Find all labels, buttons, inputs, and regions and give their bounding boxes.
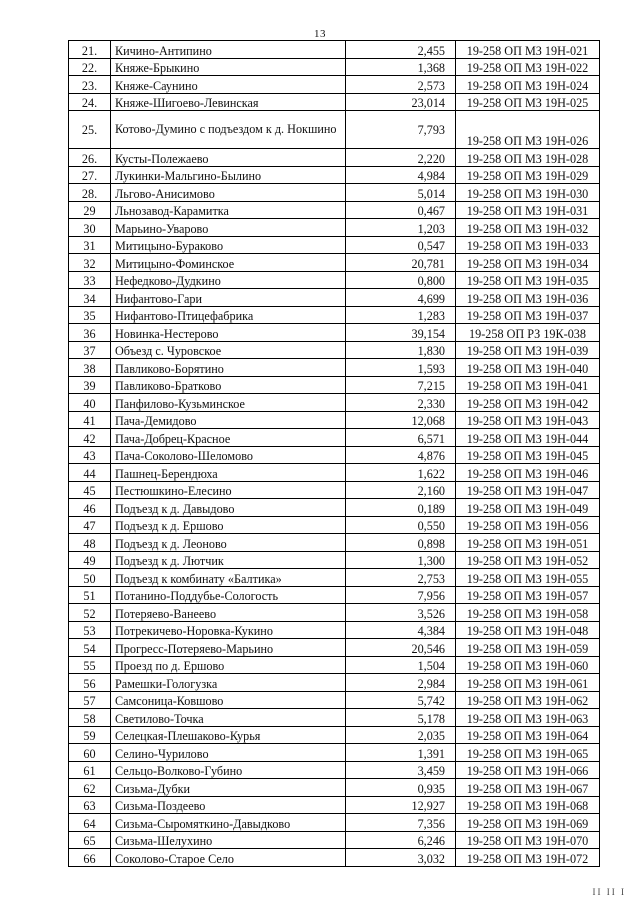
table-row	[69, 201, 600, 219]
road-name: Митицыно-Бураково	[111, 236, 346, 254]
road-id-code: 19-258 ОП МЗ 19Н-040	[456, 359, 600, 377]
road-name: Кичино-Антипино	[111, 41, 346, 59]
road-id-code: 19-258 ОП МЗ 19Н-066	[456, 761, 600, 779]
road-id-code: 19-258 ОП МЗ 19Н-056	[456, 516, 600, 534]
table-row	[69, 394, 600, 412]
table-row	[69, 184, 600, 202]
road-length: 2,455	[346, 41, 456, 59]
table-row	[69, 796, 600, 814]
row-number: 23.	[69, 76, 111, 94]
table-row	[69, 271, 600, 289]
table-row	[69, 429, 600, 447]
road-length: 20,781	[346, 254, 456, 272]
table-row	[69, 111, 600, 149]
road-id-code: 19-258 ОП МЗ 19Н-028	[456, 149, 600, 167]
road-name: Кусты-Полежаево	[111, 149, 346, 167]
road-id-code: 19-258 ОП МЗ 19Н-058	[456, 604, 600, 622]
road-length: 7,793	[346, 111, 456, 149]
row-number: 51	[69, 586, 111, 604]
row-number: 25.	[69, 111, 111, 149]
row-number: 50	[69, 569, 111, 587]
road-length: 1,504	[346, 656, 456, 674]
road-name: Сизьма-Поздеево	[111, 796, 346, 814]
road-id-code: 19-258 ОП МЗ 19Н-070	[456, 831, 600, 849]
road-length: 0,547	[346, 236, 456, 254]
row-number: 33	[69, 271, 111, 289]
road-id-code: 19-258 ОП МЗ 19Н-060	[456, 656, 600, 674]
road-id-code: 19-258 ОП МЗ 19Н-045	[456, 446, 600, 464]
road-id-code: 19-258 ОП МЗ 19Н-037	[456, 306, 600, 324]
road-name: Подъезд к д. Ершово	[111, 516, 346, 534]
road-length: 0,550	[346, 516, 456, 534]
row-number: 34	[69, 289, 111, 307]
roads-table-body	[69, 41, 600, 867]
table-row	[69, 236, 600, 254]
road-length: 4,384	[346, 621, 456, 639]
road-id-code: 19-258 ОП МЗ 19Н-036	[456, 289, 600, 307]
road-length: 6,571	[346, 429, 456, 447]
road-length: 4,876	[346, 446, 456, 464]
table-row	[69, 411, 600, 429]
road-name: Прогресс-Потеряево-Марьино	[111, 639, 346, 657]
road-length: 5,742	[346, 691, 456, 709]
table-row	[69, 726, 600, 744]
road-length: 3,459	[346, 761, 456, 779]
row-number: 52	[69, 604, 111, 622]
road-id-code: 19-258 ОП МЗ 19Н-067	[456, 779, 600, 797]
road-id-code: 19-258 ОП МЗ 19Н-034	[456, 254, 600, 272]
table-row	[69, 586, 600, 604]
road-id-code: 19-258 ОП МЗ 19Н-041	[456, 376, 600, 394]
table-row	[69, 516, 600, 534]
road-name: Митицыно-Фоминское	[111, 254, 346, 272]
road-length: 3,032	[346, 849, 456, 867]
road-id-code: 19-258 ОП МЗ 19Н-044	[456, 429, 600, 447]
road-id-code: 19-258 ОП МЗ 19Н-052	[456, 551, 600, 569]
table-row	[69, 76, 600, 94]
road-length: 7,356	[346, 814, 456, 832]
road-id-code: 19-258 ОП МЗ 19Н-065	[456, 744, 600, 762]
road-length: 2,220	[346, 149, 456, 167]
road-name: Соколово-Старое Село	[111, 849, 346, 867]
road-id-code: 19-258 ОП МЗ 19Н-062	[456, 691, 600, 709]
road-length: 2,330	[346, 394, 456, 412]
table-row	[69, 691, 600, 709]
road-name: Сельцо-Волково-Губино	[111, 761, 346, 779]
table-row	[69, 761, 600, 779]
row-number: 42	[69, 429, 111, 447]
road-length: 4,984	[346, 166, 456, 184]
row-number: 60	[69, 744, 111, 762]
road-name: Светилово-Точка	[111, 709, 346, 727]
road-name: Сизьма-Дубки	[111, 779, 346, 797]
road-name: Подъезд к комбинату «Балтика»	[111, 569, 346, 587]
road-name: Нифантово-Гари	[111, 289, 346, 307]
row-number: 32	[69, 254, 111, 272]
road-name: Панфилово-Кузьминское	[111, 394, 346, 412]
table-row	[69, 376, 600, 394]
road-name: Подъезд к д. Лютчик	[111, 551, 346, 569]
road-name: Лукинки-Мальгино-Былино	[111, 166, 346, 184]
road-id-code: 19-258 ОП МЗ 19Н-043	[456, 411, 600, 429]
road-length: 1,593	[346, 359, 456, 377]
table-row	[69, 254, 600, 272]
table-row	[69, 499, 600, 517]
footer-marks: II II I	[592, 887, 626, 897]
road-name: Самсоница-Ковшово	[111, 691, 346, 709]
road-id-code: 19-258 ОП МЗ 19Н-061	[456, 674, 600, 692]
row-number: 54	[69, 639, 111, 657]
row-number: 29	[69, 201, 111, 219]
table-row	[69, 324, 600, 342]
road-length: 4,699	[346, 289, 456, 307]
row-number: 24.	[69, 93, 111, 111]
row-number: 37	[69, 341, 111, 359]
road-name: Нифантово-Птицефабрика	[111, 306, 346, 324]
road-length: 7,215	[346, 376, 456, 394]
road-id-code: 19-258 ОП МЗ 19Н-059	[456, 639, 600, 657]
roads-table	[68, 40, 600, 867]
row-number: 56	[69, 674, 111, 692]
road-id-code: 19-258 ОП МЗ 19Н-022	[456, 58, 600, 76]
road-name: Пашнец-Берендюха	[111, 464, 346, 482]
road-name: Марьино-Уварово	[111, 219, 346, 237]
road-id-code: 19-258 ОП МЗ 19Н-021	[456, 41, 600, 59]
road-id-code: 19-258 ОП МЗ 19Н-063	[456, 709, 600, 727]
road-length: 2,035	[346, 726, 456, 744]
road-id-code: 19-258 ОП МЗ 19Н-031	[456, 201, 600, 219]
road-length: 0,467	[346, 201, 456, 219]
road-length: 0,898	[346, 534, 456, 552]
road-length: 0,189	[346, 499, 456, 517]
road-name: Пача-Демидово	[111, 411, 346, 429]
road-name: Льнозавод-Карамитка	[111, 201, 346, 219]
row-number: 58	[69, 709, 111, 727]
road-id-code: 19-258 ОП МЗ 19Н-068	[456, 796, 600, 814]
row-number: 21.	[69, 41, 111, 59]
road-id-code: 19-258 ОП МЗ 19Н-029	[456, 166, 600, 184]
road-length: 2,984	[346, 674, 456, 692]
road-length: 1,368	[346, 58, 456, 76]
row-number: 30	[69, 219, 111, 237]
page-number: 13	[314, 28, 326, 40]
table-row	[69, 639, 600, 657]
road-name: Пача-Соколово-Шеломово	[111, 446, 346, 464]
table-row	[69, 814, 600, 832]
road-name: Селецкая-Плешаково-Курья	[111, 726, 346, 744]
table-row	[69, 306, 600, 324]
row-number: 64	[69, 814, 111, 832]
road-id-code: 19-258 ОП МЗ 19Н-046	[456, 464, 600, 482]
row-number: 55	[69, 656, 111, 674]
road-id-code: 19-258 ОП МЗ 19Н-035	[456, 271, 600, 289]
road-id-code: 19-258 ОП МЗ 19Н-024	[456, 76, 600, 94]
table-row	[69, 604, 600, 622]
table-row	[69, 674, 600, 692]
row-number: 26.	[69, 149, 111, 167]
row-number: 40	[69, 394, 111, 412]
row-number: 27.	[69, 166, 111, 184]
road-name: Селино-Чурилово	[111, 744, 346, 762]
table-row	[69, 41, 600, 59]
row-number: 36	[69, 324, 111, 342]
table-row	[69, 289, 600, 307]
table-row	[69, 779, 600, 797]
road-length: 12,068	[346, 411, 456, 429]
road-length: 1,203	[346, 219, 456, 237]
table-row	[69, 621, 600, 639]
road-id-code: 19-258 ОП МЗ 19Н-057	[456, 586, 600, 604]
table-row	[69, 58, 600, 76]
road-name: Пача-Добрец-Красное	[111, 429, 346, 447]
row-number: 66	[69, 849, 111, 867]
road-name: Рамешки-Гологузка	[111, 674, 346, 692]
row-number: 63	[69, 796, 111, 814]
road-length: 2,573	[346, 76, 456, 94]
row-number: 59	[69, 726, 111, 744]
road-length: 2,160	[346, 481, 456, 499]
road-name: Объезд с. Чуровское	[111, 341, 346, 359]
table-row	[69, 481, 600, 499]
road-id-code: 19-258 ОП МЗ 19Н-055	[456, 569, 600, 587]
table-row	[69, 341, 600, 359]
road-name: Потанино-Поддубье-Сологость	[111, 586, 346, 604]
road-length: 20,546	[346, 639, 456, 657]
road-length: 12,927	[346, 796, 456, 814]
table-row	[69, 831, 600, 849]
road-name: Павликово-Братково	[111, 376, 346, 394]
road-length: 0,800	[346, 271, 456, 289]
road-length: 1,622	[346, 464, 456, 482]
road-name: Новинка-Нестерово	[111, 324, 346, 342]
road-id-code: 19-258 ОП МЗ 19Н-032	[456, 219, 600, 237]
row-number: 65	[69, 831, 111, 849]
table-row	[69, 849, 600, 867]
road-id-code: 19-258 ОП МЗ 19Н-025	[456, 93, 600, 111]
table-row	[69, 656, 600, 674]
road-id-code: 19-258 ОП МЗ 19Н-033	[456, 236, 600, 254]
road-id-code: 19-258 ОП МЗ 19Н-072	[456, 849, 600, 867]
road-name: Потрекичево-Норовка-Кукино	[111, 621, 346, 639]
road-length: 1,391	[346, 744, 456, 762]
road-length: 0,935	[346, 779, 456, 797]
road-name: Потеряево-Ванеево	[111, 604, 346, 622]
row-number: 48	[69, 534, 111, 552]
table-row	[69, 534, 600, 552]
row-number: 47	[69, 516, 111, 534]
road-id-code: 19-258 ОП МЗ 19Н-069	[456, 814, 600, 832]
road-id-code: 19-258 ОП РЗ 19К-038	[456, 324, 600, 342]
road-name: Котово-Думино с подъездом к д. Нокшино	[111, 111, 346, 149]
road-name: Нефедково-Дудкино	[111, 271, 346, 289]
road-id-code: 19-258 ОП МЗ 19Н-042	[456, 394, 600, 412]
road-length: 39,154	[346, 324, 456, 342]
table-row	[69, 569, 600, 587]
table-row	[69, 93, 600, 111]
row-number: 45	[69, 481, 111, 499]
row-number: 28.	[69, 184, 111, 202]
row-number: 61	[69, 761, 111, 779]
road-length: 2,753	[346, 569, 456, 587]
table-row	[69, 551, 600, 569]
road-name: Проезд по д. Ершово	[111, 656, 346, 674]
road-name: Княже-Шигоево-Левинская	[111, 93, 346, 111]
row-number: 22.	[69, 58, 111, 76]
road-id-code: 19-258 ОП МЗ 19Н-049	[456, 499, 600, 517]
road-name: Подъезд к д. Давыдово	[111, 499, 346, 517]
road-name: Княже-Саунино	[111, 76, 346, 94]
road-id-code: 19-258 ОП МЗ 19Н-051	[456, 534, 600, 552]
road-length: 1,300	[346, 551, 456, 569]
road-name: Пестюшкино-Елесино	[111, 481, 346, 499]
road-id-code: 19-258 ОП МЗ 19Н-064	[456, 726, 600, 744]
road-id-code: 19-258 ОП МЗ 19Н-048	[456, 621, 600, 639]
road-name: Павликово-Борятино	[111, 359, 346, 377]
road-length: 3,526	[346, 604, 456, 622]
road-length: 6,246	[346, 831, 456, 849]
row-number: 44	[69, 464, 111, 482]
table-row	[69, 219, 600, 237]
row-number: 46	[69, 499, 111, 517]
row-number: 31	[69, 236, 111, 254]
road-name: Льгово-Анисимово	[111, 184, 346, 202]
road-length: 1,283	[346, 306, 456, 324]
table-row	[69, 149, 600, 167]
row-number: 35	[69, 306, 111, 324]
table-row	[69, 446, 600, 464]
road-length: 7,956	[346, 586, 456, 604]
row-number: 62	[69, 779, 111, 797]
row-number: 43	[69, 446, 111, 464]
road-id-code: 19-258 ОП МЗ 19Н-026	[456, 111, 600, 149]
road-name: Сизьма-Шелухино	[111, 831, 346, 849]
road-length: 5,014	[346, 184, 456, 202]
road-length: 5,178	[346, 709, 456, 727]
road-name: Сизьма-Сыромяткино-Давыдково	[111, 814, 346, 832]
row-number: 38	[69, 359, 111, 377]
road-name: Подъезд к д. Леоново	[111, 534, 346, 552]
table-row	[69, 359, 600, 377]
road-name: Княже-Брыкино	[111, 58, 346, 76]
row-number: 39	[69, 376, 111, 394]
road-id-code: 19-258 ОП МЗ 19Н-030	[456, 184, 600, 202]
row-number: 57	[69, 691, 111, 709]
table-row	[69, 744, 600, 762]
road-length: 1,830	[346, 341, 456, 359]
road-id-code: 19-258 ОП МЗ 19Н-039	[456, 341, 600, 359]
table-row	[69, 166, 600, 184]
row-number: 53	[69, 621, 111, 639]
table-row	[69, 709, 600, 727]
road-id-code: 19-258 ОП МЗ 19Н-047	[456, 481, 600, 499]
road-length: 23,014	[346, 93, 456, 111]
table-row	[69, 464, 600, 482]
row-number: 49	[69, 551, 111, 569]
row-number: 41	[69, 411, 111, 429]
